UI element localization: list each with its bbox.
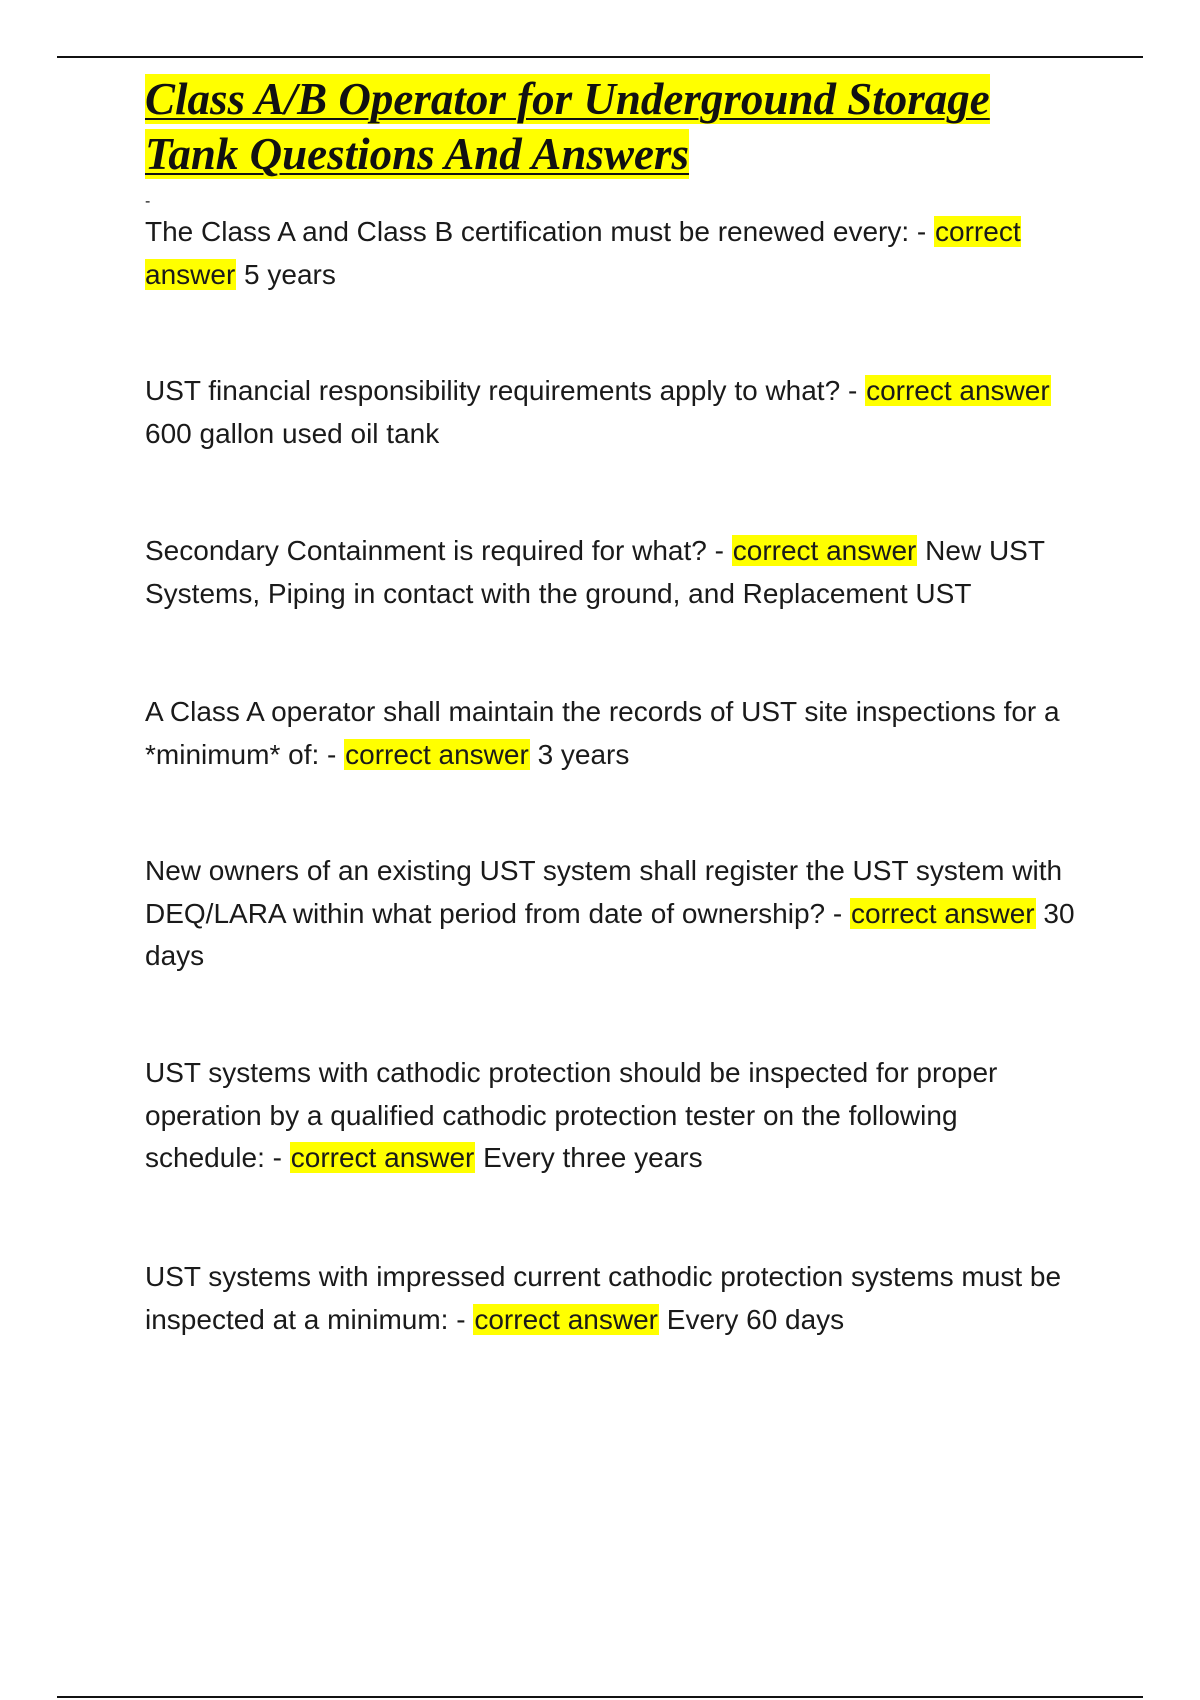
separator: - <box>706 535 732 566</box>
answer-text: 600 gallon used oil tank <box>145 417 440 449</box>
bottom-divider <box>57 1696 1143 1698</box>
answer-tag: correct answer <box>851 897 1035 929</box>
qa-item-3 <box>145 530 1085 615</box>
separator: - <box>909 216 935 247</box>
answer-text: 3 years <box>537 738 630 770</box>
answer-text: 30 days <box>145 897 1075 971</box>
leading-dash: - <box>145 193 151 210</box>
separator: - <box>264 1142 290 1173</box>
qa-item-2 <box>145 370 1085 455</box>
top-divider <box>57 56 1143 58</box>
qa-item-6 <box>145 1052 1085 1180</box>
answer-tag: correct answer <box>866 375 1050 406</box>
separator: - <box>319 738 345 770</box>
question-text: UST systems with cathodic protection should be inspected for proper operation by a qualified cathodic protection tester on the following schedule: <box>145 1057 998 1173</box>
question-text: The Class A and Class B certification must be renewed every: <box>145 216 910 247</box>
qa-item-5 <box>145 850 1085 978</box>
question-text: Secondary Containment is required for what? <box>145 535 707 566</box>
answer-text: New UST Systems, Piping in contact with the ground, and Replacement UST <box>145 535 1045 609</box>
separator: - <box>840 375 866 406</box>
answer-tag: correct answer <box>732 535 917 566</box>
answer-text: Every three years <box>483 1142 703 1173</box>
answer-tag: correct answer <box>290 1142 475 1173</box>
question-text: A Class A operator shall maintain the records of UST site inspections for a *minimum* of: <box>145 696 1060 770</box>
qa-item-7 <box>145 1256 1085 1341</box>
answer-tag: correct answer <box>474 1303 658 1335</box>
question-text: New owners of an existing UST system shall register the UST system with DEQ/LARA within what period from date of ownership? <box>145 855 1063 929</box>
title-highlight: Class A/B Operator for Underground Storage Tank Questions And Answers <box>145 74 990 179</box>
answer-text: Every 60 days <box>666 1303 845 1335</box>
document-title <box>145 72 1085 182</box>
question-text: UST systems with impressed current cathodic protection systems must be inspected at a minimum: <box>145 1261 1062 1335</box>
answer-tag: correct answer <box>145 216 1021 290</box>
qa-item-4 <box>145 691 1085 776</box>
question-text: UST financial responsibility requirements apply to what? <box>145 375 841 406</box>
answer-text: 5 years <box>244 258 336 290</box>
separator: - <box>825 897 851 929</box>
qa-item-1 <box>145 211 1085 296</box>
separator: - <box>448 1303 474 1335</box>
answer-tag: correct answer <box>345 738 529 770</box>
